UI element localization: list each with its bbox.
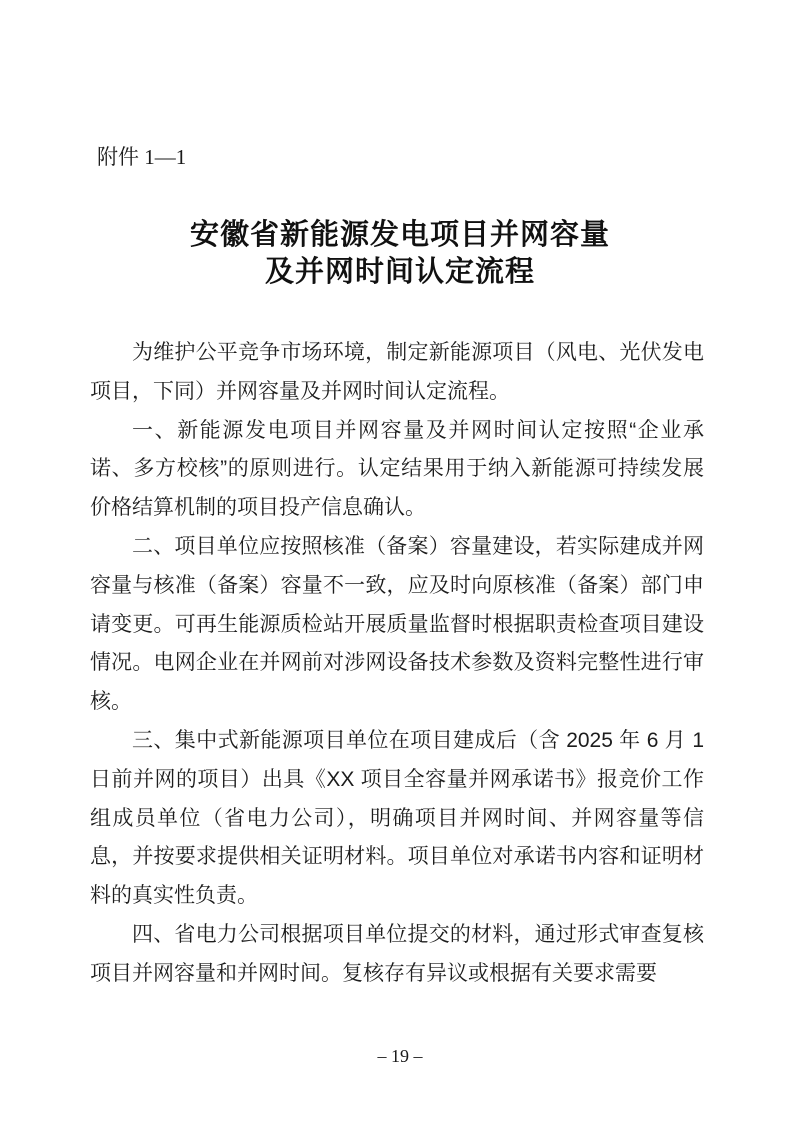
- paragraph-item-3: 三、集中式新能源项目单位在项目建成后（含 2025 年 6 月 1 日前并网的项目）出具《XX 项目全容量并网承诺书》报竞价工作组成员单位（省电力公司），明确项目并网时间、并网容量等信息，并按要求提供相关证明材料。项目单位对承诺书内容和证明材料的真实性负责。: [90, 728, 704, 908]
- document-body: [90, 334, 704, 994]
- document-title-line1: 安徽省新能源发电项目并网容量: [189, 219, 610, 251]
- paragraph-intro: 为维护公平竞争市场环境，制定新能源项目（风电、光伏发电项目，下同）并网容量及并网时间认定流程。: [90, 341, 704, 403]
- document-title-line2: 及并网时间认定流程: [264, 256, 535, 288]
- page-number: – 19 –: [377, 1046, 423, 1066]
- attachment-label: 附件 1—1: [97, 145, 187, 169]
- paragraph-item-1: 一、新能源发电项目并网容量及并网时间认定按照“企业承诺、多方校核”的原则进行。认定结果用于纳入新能源可持续发展价格结算机制的项目投产信息确认。: [90, 418, 704, 520]
- document-title: [90, 217, 710, 291]
- paragraph-item-2: 二、项目单位应按照核准（备案）容量建设，若实际建成并网容量与核准（备案）容量不一致，应及时向原核准（备案）部门申请变更。可再生能源质检站开展质量监督时根据职责检查项目建设情况。电网企业在并网前对涉网设备技术参数及资料完整性进行审核。: [90, 534, 704, 714]
- paragraph-item-4: 四、省电力公司根据项目单位提交的材料，通过形式审查复核项目并网容量和并网时间。复核存有异议或根据有关要求需要: [90, 922, 704, 985]
